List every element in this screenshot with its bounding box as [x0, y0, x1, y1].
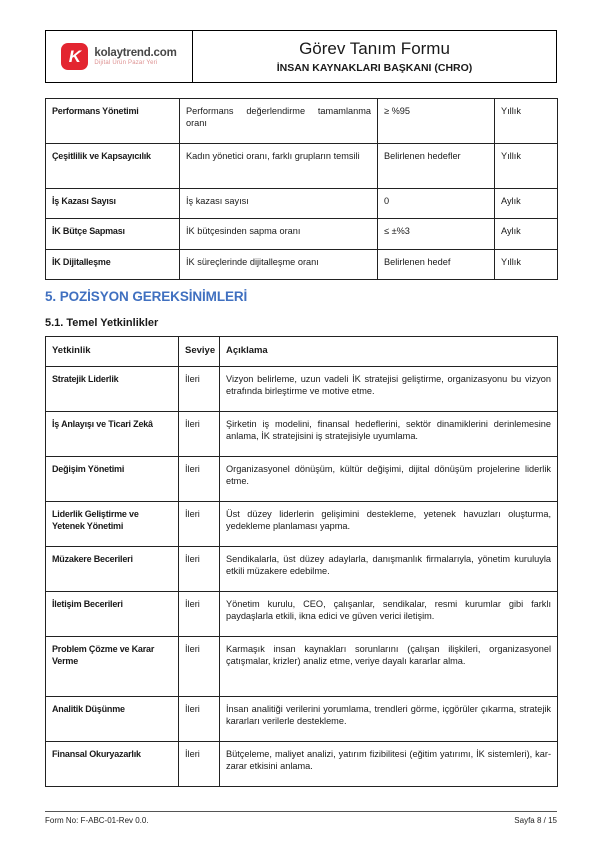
competency-name-cell: Müzakere Becerileri	[46, 547, 179, 592]
metric-label-cell: İK Bütçe Sapması	[46, 219, 180, 250]
metric-period-cell: Yıllık	[495, 250, 558, 280]
metric-desc-cell: İş kazası sayısı	[180, 189, 378, 219]
table-row	[46, 250, 558, 280]
column-header-description: Açıklama	[220, 337, 558, 367]
table-row	[46, 412, 558, 457]
column-header-level: Seviye	[179, 337, 220, 367]
competency-table	[45, 336, 558, 787]
competency-desc-cell: Bütçeleme, maliyet analizi, yatırım fizibilitesi (eğitim yatırımı, İK sistemleri), kar-zarar etkisini anlama.	[220, 742, 558, 787]
metric-period-cell: Aylık	[495, 189, 558, 219]
metric-target-cell: Belirlenen hedefler	[378, 144, 495, 189]
competency-desc-cell: Organizasyonel dönüşüm, kültür değişimi, dijital dönüşüm projelerine liderlik etme.	[220, 457, 558, 502]
competency-level-cell: İleri	[179, 412, 220, 457]
table-row	[46, 99, 558, 144]
competency-level-cell: İleri	[179, 547, 220, 592]
metric-target-cell: ≤ ±%3	[378, 219, 495, 250]
metric-period-cell: Yıllık	[495, 99, 558, 144]
form-title-block	[193, 31, 556, 82]
brand-text	[94, 47, 176, 66]
column-header-competency: Yetkinlik	[46, 337, 179, 367]
competency-name-cell: İletişim Becerileri	[46, 592, 179, 637]
metric-target-cell: Belirlenen hedef	[378, 250, 495, 280]
competency-level-cell: İleri	[179, 697, 220, 742]
metric-label-cell: Çeşitlilik ve Kapsayıcılık	[46, 144, 180, 189]
competency-level-cell: İleri	[179, 742, 220, 787]
table-row	[46, 547, 558, 592]
competency-desc-cell: Vizyon belirleme, uzun vadeli İK stratejisi geliştirme, organizasyonu bu vizyon etrafında birleştirme ve motive etme.	[220, 367, 558, 412]
competency-level-cell: İleri	[179, 637, 220, 697]
competency-name-cell: Liderlik Geliştirme ve Yetenek Yönetimi	[46, 502, 179, 547]
metric-period-cell: Yıllık	[495, 144, 558, 189]
brand-logo-icon: K	[61, 43, 88, 70]
competency-desc-cell: Üst düzey liderlerin gelişimini destekleme, yetenek havuzları oluşturma, yedekleme planlaması yapma.	[220, 502, 558, 547]
metric-target-cell: 0	[378, 189, 495, 219]
table-row	[46, 502, 558, 547]
metric-period-cell: Aylık	[495, 219, 558, 250]
section-heading: 5. POZİSYON GEREKSİNİMLERİ	[45, 289, 248, 304]
page-number: Sayfa 8 / 15	[514, 816, 557, 825]
competency-name-cell: İş Anlayışı ve Ticari Zekâ	[46, 412, 179, 457]
metric-target-cell: ≥ %95	[378, 99, 495, 144]
table-row	[46, 219, 558, 250]
metric-desc-cell: Performans değerlendirme tamamlanma oranı	[180, 99, 378, 144]
table-row	[46, 592, 558, 637]
competency-desc-cell: Yönetim kurulu, CEO, çalışanlar, sendikalar, resmi kurumlar gibi farklı paydaşlarla etkili, ikna edici ve güven verici iletişim.	[220, 592, 558, 637]
competency-level-cell: İleri	[179, 502, 220, 547]
table-row	[46, 144, 558, 189]
metric-desc-cell: İK bütçesinden sapma oranı	[180, 219, 378, 250]
brand-logo-inner	[61, 43, 176, 70]
competency-name-cell: Stratejik Liderlik	[46, 367, 179, 412]
competency-name-cell: Problem Çözme ve Karar Verme	[46, 637, 179, 697]
competency-desc-cell: Karmaşık insan kaynakları sorunlarını (çalışan ilişkileri, organizasyonel çatışmalar, krizler) analiz etme, veriye dayalı kararlar alma.	[220, 637, 558, 697]
competency-desc-cell: Sendikalarla, üst düzey adaylarla, danışmanlık firmalarıyla, yönetim kuruluyla etkili müzakere edebilme.	[220, 547, 558, 592]
competency-name-cell: Analitik Düşünme	[46, 697, 179, 742]
brand-name: kolaytrend.com	[94, 47, 177, 59]
page-footer	[45, 811, 557, 825]
sub-section-heading: 5.1. Temel Yetkinlikler	[45, 317, 159, 329]
table-row	[46, 367, 558, 412]
brand-tagline: Dijital Ürün Pazar Yeri	[94, 60, 158, 66]
metrics-table	[45, 98, 558, 280]
competency-level-cell: İleri	[179, 457, 220, 502]
table-row	[46, 742, 558, 787]
table-row	[46, 457, 558, 502]
table-row	[46, 697, 558, 742]
page-content	[45, 30, 557, 787]
table-row	[46, 637, 558, 697]
metric-desc-cell: İK süreçlerinde dijitalleşme oranı	[180, 250, 378, 280]
form-subtitle: İNSAN KAYNAKLARI BAŞKANI (CHRO)	[276, 62, 473, 74]
metric-desc-cell: Kadın yönetici oranı, farklı grupların temsili	[180, 144, 378, 189]
form-title: Görev Tanım Formu	[299, 39, 450, 58]
competency-desc-cell: Şirketin iş modelini, finansal hedeflerini, sektör dinamiklerini derinlemesine anlama, İK stratejisini iş stratejisiyle uyumlama.	[220, 412, 558, 457]
competency-level-cell: İleri	[179, 592, 220, 637]
metric-label-cell: İş Kazası Sayısı	[46, 189, 180, 219]
table-header-row	[46, 337, 558, 367]
metric-label-cell: Performans Yönetimi	[46, 99, 180, 144]
competency-desc-cell: İnsan analitiği verilerini yorumlama, trendleri görme, içgörüler çıkarma, stratejik kararları verilerle destekleme.	[220, 697, 558, 742]
form-header	[45, 30, 557, 83]
table-row	[46, 189, 558, 219]
competency-name-cell: Finansal Okuryazarlık	[46, 742, 179, 787]
form-number: Form No: F-ABC-01-Rev 0.0.	[45, 816, 149, 825]
competency-level-cell: İleri	[179, 367, 220, 412]
metric-label-cell: İK Dijitalleşme	[46, 250, 180, 280]
competency-name-cell: Değişim Yönetimi	[46, 457, 179, 502]
brand-logo	[46, 31, 193, 82]
